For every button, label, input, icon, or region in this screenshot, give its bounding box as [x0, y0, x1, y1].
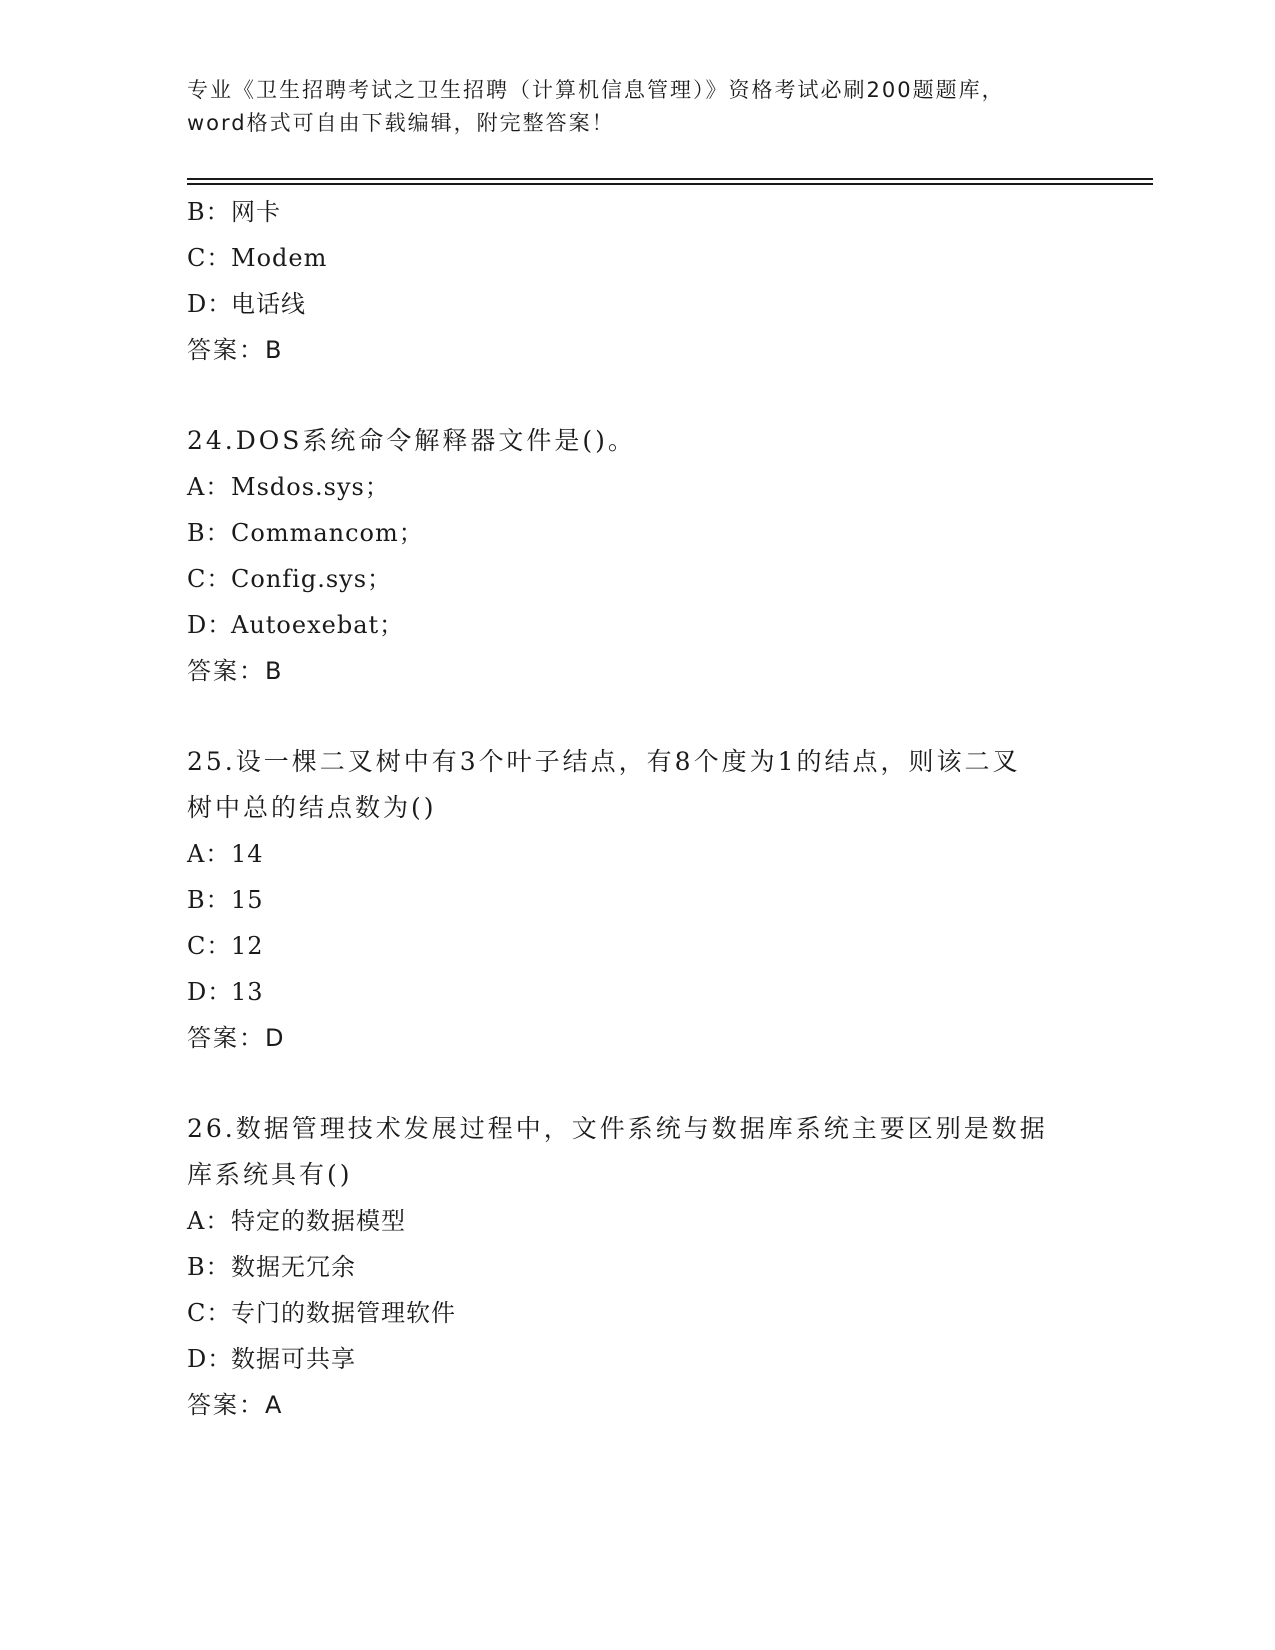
- question-26: [187, 1106, 1087, 1428]
- option-text: 13: [231, 978, 264, 1006]
- option-label: C：: [187, 565, 232, 593]
- answer: 答案：B: [187, 657, 284, 685]
- option-a: [187, 464, 1087, 510]
- option-label: A：: [187, 840, 231, 868]
- spacer: [187, 373, 1087, 418]
- option-label: C：: [187, 244, 232, 272]
- option-text: 14: [231, 840, 264, 868]
- option-label: A：: [187, 1207, 231, 1235]
- option-label: D：: [187, 1345, 233, 1373]
- option-label: B：: [187, 519, 231, 547]
- option-text: 网卡: [231, 198, 281, 226]
- option-label: D：: [187, 290, 233, 318]
- option-label: C：: [187, 1299, 232, 1327]
- question-text-line-2: 库系统具有(): [187, 1160, 353, 1189]
- option-label: C：: [187, 932, 232, 960]
- option-d: [187, 602, 1087, 648]
- question-text-line-1: 26.数据管理技术发展过程中，文件系统与数据库系统主要区别是数据: [187, 1114, 1048, 1143]
- option-text: Commancom；: [231, 519, 424, 547]
- option-text: Msdos.sys；: [231, 473, 390, 501]
- option-d: [187, 969, 1087, 1015]
- option-label: B：: [187, 1253, 231, 1281]
- option-label: A：: [187, 473, 231, 501]
- option-b: [187, 189, 1087, 235]
- option-a: [187, 831, 1087, 877]
- option-text: 数据可共享: [231, 1345, 356, 1373]
- option-text: 12: [231, 932, 264, 960]
- option-text: 特定的数据模型: [231, 1207, 406, 1235]
- spacer: [187, 1061, 1087, 1106]
- option-b: [187, 510, 1087, 556]
- header-rule-top: [187, 178, 1153, 180]
- question-24: [187, 418, 1087, 694]
- option-text: Autoexebat；: [231, 611, 405, 639]
- option-b: [187, 877, 1087, 923]
- option-text: 数据无冗余: [231, 1253, 356, 1281]
- document-header: [187, 74, 1087, 140]
- option-text: 15: [231, 886, 264, 914]
- option-a: [187, 1198, 1087, 1244]
- option-text: 电话线: [231, 290, 306, 318]
- header-rule-bottom: [187, 183, 1153, 185]
- question-23-continued: [187, 189, 1087, 373]
- answer: 答案：B: [187, 336, 284, 364]
- option-c: [187, 235, 1087, 281]
- option-text: Modem: [231, 244, 328, 272]
- option-d: [187, 281, 1087, 327]
- question-text: 24.DOS系统命令解释器文件是()。: [187, 426, 636, 455]
- question-text-line-1: 25.设一棵二叉树中有3个叶子结点，有8个度为1的结点，则该二叉: [187, 747, 1021, 776]
- option-d: [187, 1336, 1087, 1382]
- spacer: [187, 694, 1087, 739]
- option-b: [187, 1244, 1087, 1290]
- answer: 答案：D: [187, 1024, 286, 1052]
- header-line-1: 专业《卫生招聘考试之卫生招聘（计算机信息管理）》资格考试必刷200题题库，: [187, 78, 1005, 102]
- option-c: [187, 556, 1087, 602]
- question-text-line-2: 树中总的结点数为(): [187, 793, 437, 822]
- option-label: D：: [187, 978, 233, 1006]
- header-line-2: word格式可自由下载编辑，附完整答案！: [187, 111, 615, 135]
- option-text: Config.sys；: [231, 565, 393, 593]
- answer: 答案：A: [187, 1391, 284, 1419]
- question-list: [187, 189, 1087, 1428]
- option-label: B：: [187, 198, 231, 226]
- option-label: D：: [187, 611, 233, 639]
- option-text: 专门的数据管理软件: [231, 1299, 456, 1327]
- option-c: [187, 1290, 1087, 1336]
- option-label: B：: [187, 886, 231, 914]
- option-c: [187, 923, 1087, 969]
- question-25: [187, 739, 1087, 1061]
